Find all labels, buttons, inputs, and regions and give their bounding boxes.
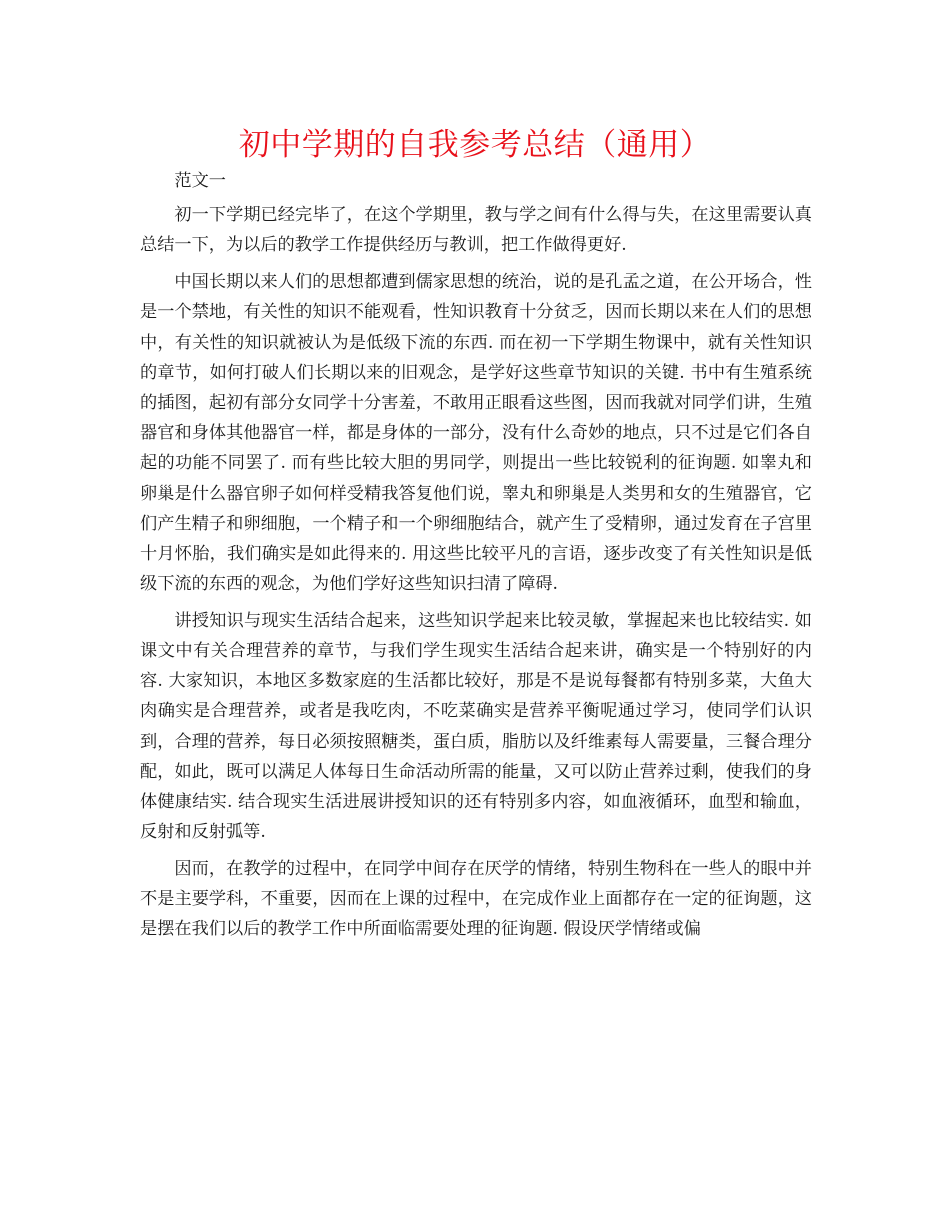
paragraph-1: 初一下学期已经完毕了，在这个学期里，教与学之间有什么得与失，在这里需要认真总结一下，为以后的教学工作提供经历与教训，把工作做得更好. xyxy=(140,205,812,256)
document-body xyxy=(140,166,812,951)
paragraph-2: 中国长期以来人们的思想都遭到儒家思想的统治，说的是孔孟之道，在公开场合，性是一个禁地，有关性的知识不能观看，性知识教育十分贫乏，因而长期以来在人们的思想中，有关性的知识就被认为是低级下流的东西. 而在初一下学期生物课中，就有关性知识的章节，如何打破人们长期以来的旧观念，是学好这些章节知识的关键. 书中有生殖系统的插图，起初有部分女同学十分害羞，不敢用正眼看这些图，因而我就对同学们讲，生殖器官和身体其他器官一样，都是身体的一部分，没有什么奇妙的地点，只不过是它们各自起的功能不同罢了. 而有些比较大胆的男同学，则提出一些比较锐利的征询题. 如睾丸和卵巢是什么器官卵子如何样受精我答复他们说，睾丸和卵巢是人类男和女的生殖器官，它们产生精子和卵细胞，一个精子和一个卵细胞结合，就产生了受精卵，通过发育在子宫里十月怀胎，我们确实是如此得来的. 用这些比较平凡的言语，逐步改变了有关性知识是低级下流的东西的观念，为他们学好这些知识扫清了障碍. xyxy=(140,272,812,595)
paragraph-3: 讲授知识与现实生活结合起来，这些知识学起来比较灵敏，掌握起来也比较结实. 如课文中有关合理营养的章节，与我们学生现实生活结合起来讲，确实是一个特别好的内容. 大家知识，本地区多数家庭的生活都比较好，那是不是说每餐都有特别多菜，大鱼大肉确实是合理营养，或者是我吃肉，不吃菜确实是营养平衡呢通过学习，使同学们认识到，合理的营养，每日必须按照糖类，蛋白质，脂肪以及纤维素每人需要量，三餐合理分配，如此，既可以满足人体每日生命活动所需的能量，又可以防止营养过剩，使我们的身体健康结实. 结合现实生活进展讲授知识的还有特别多内容，如血液循环，血型和输血，反射和反射弧等. xyxy=(140,610,812,843)
sample-label: 范文一 xyxy=(174,171,226,191)
document-title: 初中学期的自我参考总结（通用） xyxy=(238,127,712,163)
paragraph-4: 因而，在教学的过程中，在同学中间存在厌学的情绪，特别生物科在一些人的眼中并不是主要学科，不重要，因而在上课的过程中，在完成作业上面都存在一定的征询题，这是摆在我们以后的教学工作中所面临需要处理的征询题. 假设厌学情绪或偏 xyxy=(140,858,812,940)
